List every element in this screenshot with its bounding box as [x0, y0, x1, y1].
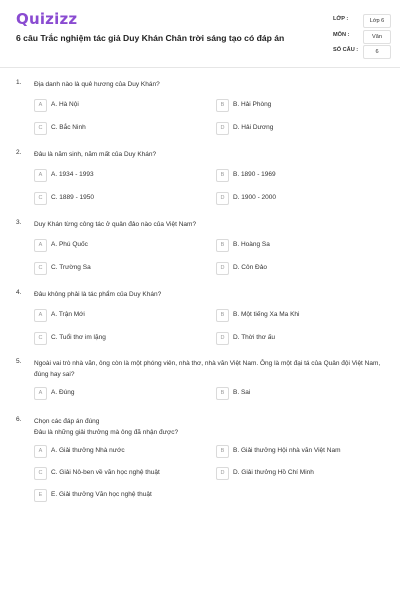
option-text: B. 1890 - 1969 [233, 171, 276, 178]
option-letter: A [34, 387, 47, 400]
meta-question-count [333, 47, 391, 59]
option-text: B. Hoàng Sa [233, 241, 270, 248]
question-number: 4. [16, 289, 22, 296]
question-number: 1. [16, 79, 22, 86]
option-text: C. Tuổi thơ im lặng [51, 334, 106, 341]
worksheet-title: 6 câu Trắc nghiệm tác giả Duy Khán Chân trời sáng tạo có đáp án [16, 33, 285, 43]
option-text: A. Trận Mới [51, 311, 85, 318]
option-letter: D [216, 262, 229, 275]
meta-label: LỚP : [333, 16, 349, 22]
option-text: E. Giải thưởng Văn học nghệ thuật [51, 491, 152, 498]
quizizz-logo: Quizizz [16, 10, 78, 28]
option-letter: C [34, 262, 47, 275]
option-letter: C [34, 122, 47, 135]
option-letter: A [34, 239, 47, 252]
meta-value: Lớp 6 [363, 14, 391, 28]
option-letter: B [216, 387, 229, 400]
option-letter: B [216, 169, 229, 182]
option-text: B. Giải thưởng Hội nhà văn Việt Nam [233, 447, 341, 454]
question-number: 5. [16, 358, 22, 365]
option-letter: D [216, 332, 229, 345]
option-letter: D [216, 122, 229, 135]
worksheet-header [0, 0, 400, 68]
option-letter: B [216, 445, 229, 458]
option-letter: C [34, 467, 47, 480]
question-number: 2. [16, 149, 22, 156]
question-text: Ngoài vai trò nhà văn, ông còn là một phóng viên, nhà thơ, nhà văn Việt Nam. Ông là một đại tá của Quân đội Việt Nam, đúng hay sai? [34, 360, 381, 378]
meta-grade [333, 16, 391, 28]
question-text: Duy Khán từng công tác ở quân đảo nào của Việt Nam? [34, 221, 197, 228]
option-text: D. Côn Đảo [233, 264, 267, 271]
option-letter: B [216, 239, 229, 252]
meta-label: SỐ CÂU : [333, 47, 359, 53]
option-letter: C [34, 192, 47, 205]
option-letter: D [216, 467, 229, 480]
meta-value: 6 [363, 45, 391, 59]
option-text: D. 1900 - 2000 [233, 194, 277, 201]
option-text: A. Hà Nội [51, 101, 79, 108]
option-text: C. 1889 - 1950 [51, 194, 95, 201]
question-text: Đâu không phải là tác phẩm của Duy Khán? [34, 291, 162, 298]
option-text: B. Hải Phòng [233, 101, 272, 108]
option-text: C. Bắc Ninh [51, 124, 86, 131]
meta-label: MÔN : [333, 32, 350, 38]
option-text: B. Một tiếng Xa Ma Khi [233, 311, 300, 318]
option-text: C. Giải Nô-ben về văn học nghệ thuật [51, 469, 160, 476]
option-letter: E [34, 489, 47, 502]
header-divider [0, 67, 400, 68]
option-letter: A [34, 169, 47, 182]
option-text: C. Trường Sa [51, 264, 91, 271]
option-letter: A [34, 445, 47, 458]
option-text: D. Thời thơ ấu [233, 334, 276, 341]
meta-value: Văn [363, 30, 391, 44]
question-text: Chọn các đáp án đúng Đâu là những giải thưởng mà ông đã nhận được? [34, 418, 179, 436]
option-text: D. Giải thưởng Hồ Chí Minh [233, 469, 314, 476]
option-letter: A [34, 309, 47, 322]
option-letter: A [34, 99, 47, 112]
option-text: A. 1934 - 1993 [51, 171, 94, 178]
option-letter: D [216, 192, 229, 205]
option-text: A. Giải thưởng Nhà nước [51, 447, 125, 454]
option-letter: C [34, 332, 47, 345]
option-text: A. Đúng [51, 389, 75, 396]
meta-subject [333, 32, 391, 44]
option-text: A. Phú Quốc [51, 241, 88, 248]
question-number: 3. [16, 219, 22, 226]
option-text: B. Sai [233, 389, 251, 396]
option-letter: B [216, 309, 229, 322]
question-text: Địa danh nào là quê hương của Duy Khán? [34, 81, 160, 88]
option-letter: B [216, 99, 229, 112]
question-number: 6. [16, 416, 22, 423]
question-text: Đâu là năm sinh, năm mất của Duy Khán? [34, 151, 157, 158]
option-text: D. Hải Dương [233, 124, 274, 131]
